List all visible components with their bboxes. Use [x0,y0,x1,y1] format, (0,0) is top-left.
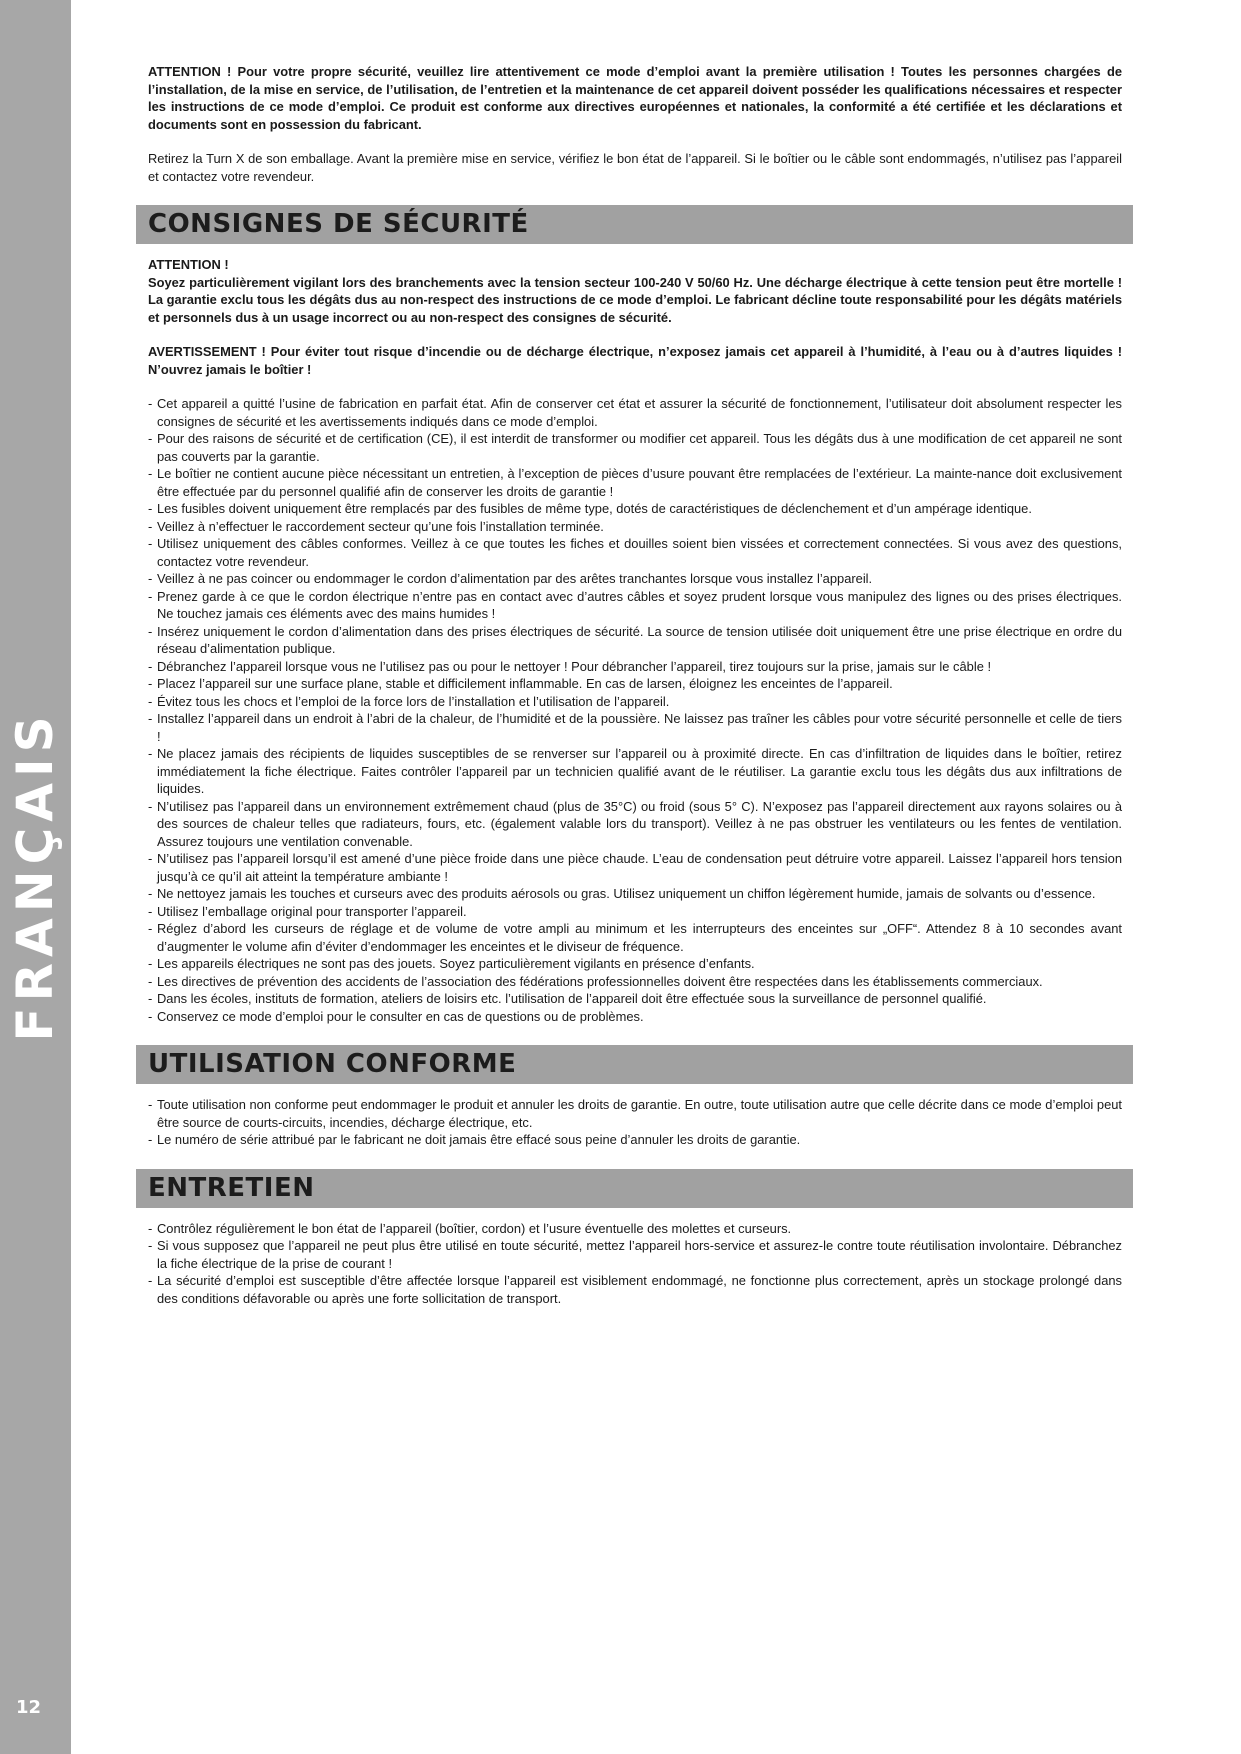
safety-attention-text: Soyez particulièrement vigilant lors des branchements avec la tension secteur 100-240 V 50/60 Hz. Une décharge électrique à cette tension peut être mortelle ! La garantie exclu tous les dégâts dus au non-respect des instructions de ce mode d’emploi. Le fabricant décline toute responsabilité pour les dégâts matériels et personnels dus à un usage incorrect ou au non-respect des consignes de sécurité. [148,274,1122,325]
list-item: - Le numéro de série attribué par le fabricant ne doit jamais être effacé sous peine d’annuler les droits de garantie. [148,1131,1122,1149]
safety-section-header [136,205,1133,244]
list-item: - Les fusibles doivent uniquement être remplacés par des fusibles de même type, dotés de caractéristiques de déclenchement et d’un ampérage identique. [148,500,1122,518]
list-item: - N’utilisez pas l’appareil lorsqu’il est amené d’une pièce froide dans une pièce chaude. L’eau de condensation peut détruire votre appareil. Laissez l’appareil hors tension jusqu’à ce qu’il ait atteint la température ambiante ! [148,850,1122,885]
list-item: - Les appareils électriques ne sont pas des jouets. Soyez particulièrement vigilants en présence d’enfants. [148,955,1122,973]
list-item: - Utilisez l’emballage original pour transporter l’appareil. [148,903,1122,921]
list-item: - Contrôlez régulièrement le bon état de l’appareil (boîtier, cordon) et l’usure éventuelle des molettes et curseurs. [148,1220,1122,1238]
list-item: - Toute utilisation non conforme peut endommager le produit et annuler les droits de garantie. En outre, toute utilisation autre que celle décrite dans ce mode d’emploi peut être source de courts-circuits, incendies, décharge électrique, etc. [148,1096,1122,1131]
page-content [148,63,1122,1307]
maintenance-list [148,1220,1122,1308]
list-item: - Conservez ce mode d’emploi pour le consulter en cas de questions ou de problèmes. [148,1008,1122,1026]
list-item: - Pour des raisons de sécurité et de certification (CE), il est interdit de transformer ou modifier cet appareil. Tous les dégâts dus à une modification de cet appareil ne sont pas couverts par la garantie. [148,430,1122,465]
usage-section-header [136,1045,1133,1084]
intro-unpacking: Retirez la Turn X de son emballage. Avant la première mise en service, vérifiez le bon état de l’appareil. Si le boîtier ou le câble sont endommagés, n’utilisez pas l’appareil et contactez votre revendeur. [148,151,1122,184]
list-item: - Dans les écoles, instituts de formation, ateliers de loisirs etc. l’utilisation de l’appareil doit être effectuée sous la surveillance de personnel qualifié. [148,990,1122,1008]
intro-warning: ATTENTION ! Pour votre propre sécurité, veuillez lire attentivement ce mode d’emploi avant la première utilisation ! Toutes les personnes chargées de l’installation, de la mise en service, de l’utilisation, de l’entretien et la maintenance de cet appareil doivent posséder les qualifications nécessaires et respecter les instructions de ce mode d’emploi. Ce produit est conforme aux directives européennes et nationales, la conformité a été certifiée et les déclarations et documents sont en possession du fabricant. [148,64,1122,132]
maintenance-section-header [136,1169,1133,1208]
usage-section-title: UTILISATION CONFORME [148,1049,517,1079]
list-item: - Placez l’appareil sur une surface plane, stable et difficilement inflammable. En cas de larsen, éloignez les enceintes de l’appareil. [148,675,1122,693]
list-item: - N’utilisez pas l’appareil dans un environnement extrêmement chaud (plus de 35°C) ou froid (sous 5° C). N’exposez pas l’appareil directement aux rayons solaires ou à des sources de chaleur telles que radiateurs, fours, etc. (également valable lors du transport). Veillez à ne pas obstruer les ventilateurs ou les fentes de ventilation. Assurez toujours une ventilation convenable. [148,798,1122,851]
list-item: - Le boîtier ne contient aucune pièce nécessitant un entretien, à l’exception de pièces d’usure pouvant être remplacées de l’extérieur. La mainte-nance doit exclusivement être effectuée par du personnel qualifié afin de conserver les droits de garantie ! [148,465,1122,500]
list-item: - Ne placez jamais des récipients de liquides susceptibles de se renverser sur l’appareil ou à proximité directe. En cas d’infiltration de liquides dans le boîtier, retirez immédiatement la fiche électrique. Faites contrôler l’appareil par un technicien qualifié avant de le réutiliser. La garantie exclu tous les dégâts dus aux infiltrations de liquides. [148,745,1122,798]
list-item: - Débranchez l’appareil lorsque vous ne l’utilisez pas ou pour le nettoyer ! Pour débrancher l’appareil, tirez toujours sur la prise, jamais sur le câble ! [148,658,1122,676]
list-item: - Réglez d’abord les curseurs de réglage et de volume de votre ampli au minimum et les interrupteurs des enceintes sur „OFF“. Attendez 8 à 10 secondes avant d’augmenter le volume afin d’éviter d’endommager les enceintes et le diviseur de fréquence. [148,920,1122,955]
list-item: - Les directives de prévention des accidents de l’association des fédérations professionnelles doivent être respectées dans les établissements commerciaux. [148,973,1122,991]
safety-attention-heading: ATTENTION ! [148,257,229,272]
list-item: - Prenez garde à ce que le cordon électrique n’entre pas en contact avec d’autres câbles et soyez prudent lorsque vous manipulez des lignes ou des prises électriques. Ne touchez jamais ces éléments avec des mains humides ! [148,588,1122,623]
list-item: - Cet appareil a quitté l’usine de fabrication en parfait état. Afin de conserver cet état et assurer la sécurité de fonctionnement, l’utilisateur doit absolument respecter les consignes de sécurité et les avertissements indiqués dans ce mode d’emploi. [148,395,1122,430]
list-item: - Veillez à ne pas coincer ou endommager le cordon d’alimentation par des arêtes tranchantes lorsque vous installez l’appareil. [148,570,1122,588]
list-item: - Ne nettoyez jamais les touches et curseurs avec des produits aérosols ou gras. Utilisez uniquement un chiffon légèrement humide, jamais de solvants ou d’essence. [148,885,1122,903]
language-label: FRANÇAIS [6,710,64,1042]
maintenance-section-title: ENTRETIEN [148,1172,315,1203]
list-item: - Si vous supposez que l’appareil ne peut plus être utilisé en toute sécurité, mettez l’appareil hors-service et assurez-le contre toute réutilisation involontaire. Débranchez la fiche électrique de la prise de courant ! [148,1237,1122,1272]
page-number: 12 [16,1697,42,1718]
list-item: - Insérez uniquement le cordon d’alimentation dans des prises électriques de sécurité. La source de tension utilisée doit uniquement être une prise électrique en ordre du réseau d’alimentation publique. [148,623,1122,658]
safety-section-title: CONSIGNES DE SÉCURITÉ [148,209,529,239]
list-item: - Installez l’appareil dans un endroit à l’abri de la chaleur, de l’humidité et de la poussière. Ne laissez pas traîner les câbles pour votre sécurité personnelle et celle de tiers ! [148,710,1122,745]
safety-list [148,395,1122,1025]
list-item: - Évitez tous les chocs et l’emploi de la force lors de l’installation et l’utilisation de l’appareil. [148,693,1122,711]
list-item: - Utilisez uniquement des câbles conformes. Veillez à ce que toutes les fiches et douilles soient bien vissées et correctement connectées. Si vous avez des questions, contactez votre revendeur. [148,535,1122,570]
language-sidebar [0,0,71,1754]
safety-warning-text: AVERTISSEMENT ! Pour éviter tout risque d’incendie ou de décharge électrique, n’exposez jamais cet appareil à l’humidité, à l’eau ou à d’autres liquides ! N’ouvrez jamais le boîtier ! [148,344,1122,377]
list-item: - La sécurité d’emploi est susceptible d’être affectée lorsque l’appareil est visiblement endommagé, ne fonctionne plus correctement, après un stockage prolongé dans des conditions défavorable ou après une forte sollicitation de transport. [148,1272,1122,1307]
list-item: - Veillez à n’effectuer le raccordement secteur qu’une fois l’installation terminée. [148,518,1122,536]
usage-list [148,1096,1122,1149]
